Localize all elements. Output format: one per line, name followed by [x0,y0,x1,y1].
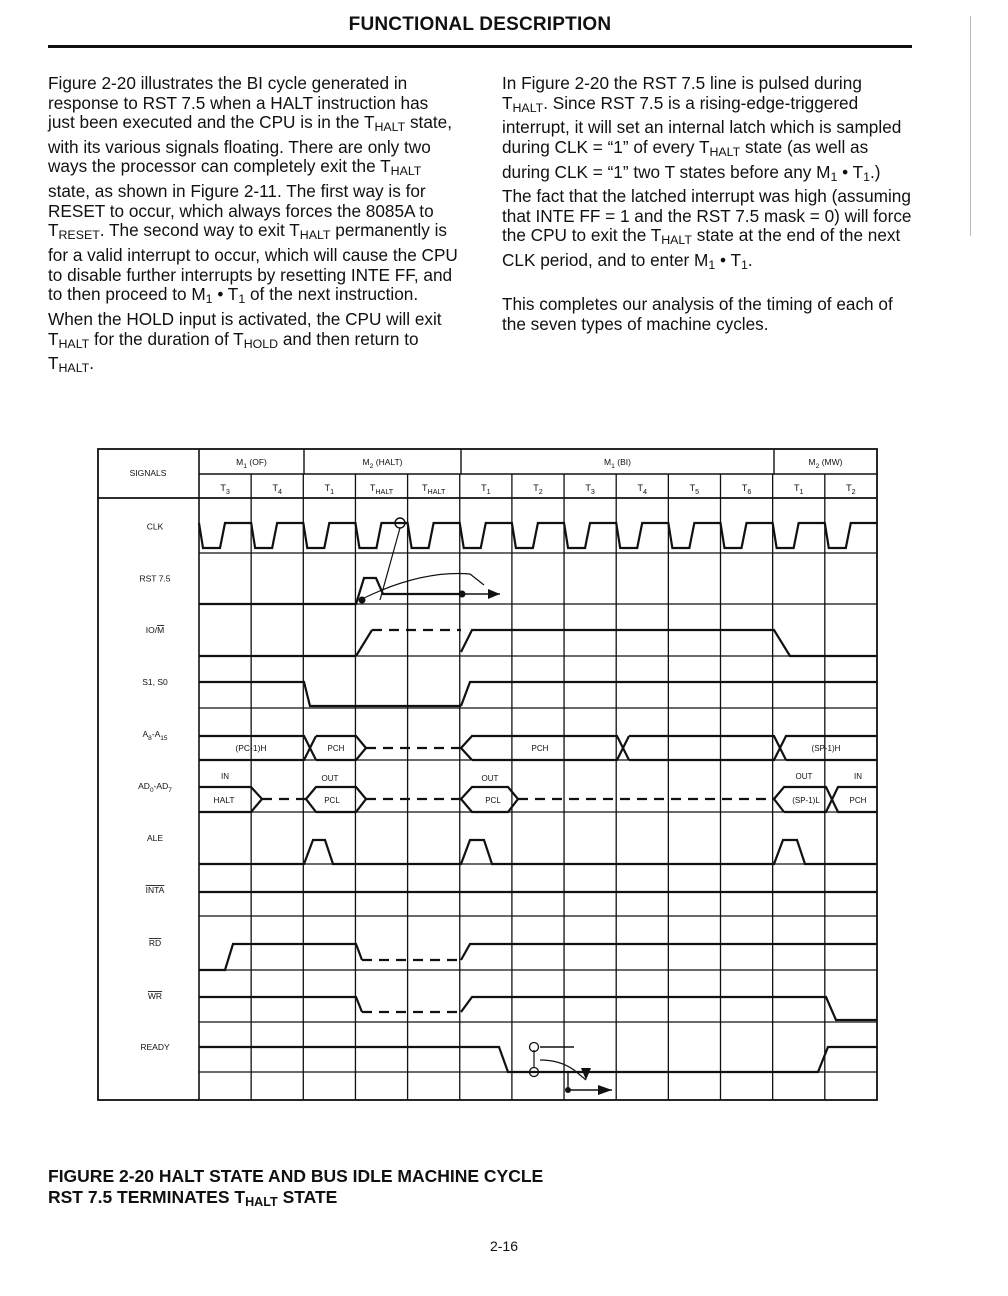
subscript: HALT [245,1195,278,1210]
cycle-label-3 [808,457,842,470]
addr-label-pch2: PCH [531,744,549,753]
rd-waveform-b [461,944,877,960]
dir-label-in: IN [854,772,862,781]
text-run: This completes our analysis of the timing of each of the seven types of machine cycles. [502,294,893,334]
label-main: M [604,457,612,467]
signal-name-0: CLK [146,521,164,532]
label-main: T [585,483,591,493]
data-label-pcl2: PCL [485,796,501,805]
text-run: for the duration of T [89,328,244,349]
signal-name-part: A [142,729,149,739]
iom-waveform [461,630,877,656]
page-number: 2-16 [489,1238,519,1254]
label-rest: (BI) [614,457,631,467]
data-label-spl: (SP-1)L [792,796,820,805]
label-subscript: 4 [643,487,648,496]
label-subscript: 4 [277,487,282,496]
state-label-4 [422,483,446,496]
label-subscript: 1 [243,463,248,470]
signal-name-1: RST 7.5 [139,573,171,584]
subscript: HALT [58,336,90,351]
text-run: Figure 2-20 illustrates the BI cycle generated in response to RST 7.5 when a HALT instruction has just been executed and the CPU is in the T [48,73,429,133]
state-label-11 [794,483,804,496]
data-label-pch: PCH [849,796,867,805]
label-main: T [324,483,331,493]
subscript: 1 [863,169,871,184]
addr-bus-pch2-b [461,748,472,760]
label-subscript: 2 [815,463,820,470]
dir-label-out: OUT [795,772,813,781]
ready-waveform [199,1047,877,1072]
subscript: HALT [512,100,544,115]
label-subscript: 3 [225,487,230,496]
signal-name-8: RD [148,938,162,948]
data-label-halt: HALT [213,795,235,805]
signal-name-10: READY [140,1042,170,1052]
signal-name-part: AD [138,781,150,791]
text-run: and then return to T [48,328,419,374]
rst75-waveform [199,578,461,604]
state-label-10 [742,483,752,496]
text-run: .) The fact that the latched interrupt was high (assuming that INTE FF = 1 and the RST 7.5 mask = 0) will force the CPU to exit the T [502,161,912,246]
text-run: state at the end of the next CLK period, and to enter M [502,225,901,271]
state-label-5 [481,483,491,496]
addr-label-pch1: PCH [327,744,345,753]
state-label-3 [370,483,394,496]
subscript: HOLD [243,336,279,351]
text-run: STATE [277,1187,338,1207]
text-run: • T [715,250,742,271]
subscript: HALT [299,228,331,243]
subscript: 1 [741,258,748,273]
subscript: 1 [205,292,213,307]
caption-line-1: FIGURE 2-20 HALT STATE AND BUS IDLE MACHINE CYCLE [48,1166,544,1186]
data-label-pcl1: PCL [324,796,340,805]
label-main: T [741,483,748,493]
state-label-0 [220,483,230,496]
label-main: T [369,483,376,493]
label-subscript: 1 [611,463,615,470]
state-label-12 [846,483,856,496]
dir-label-in: IN [221,772,229,781]
cycle-label-1 [363,457,403,470]
text-run: . The second way to exit T [99,220,300,241]
dir-label-out: OUT [321,774,339,783]
dir-label-out: OUT [481,774,499,783]
label-main: T [689,483,696,493]
text-run: state (as well as during CLK = “1” two T states before any M [502,136,869,182]
signal-name-9: WR [147,991,163,1001]
signal-name-part: 7 [168,787,172,794]
label-rest: (HALT) [373,457,403,467]
rd-waveform-a [199,944,362,970]
rst75-latch-dot [459,591,466,598]
signal-name-part: -AD [153,781,169,791]
subscript: 1 [238,292,246,307]
rst75-edge-dot [359,597,366,604]
signal-name-overlined: M [157,625,165,635]
iom-float-rise [356,630,372,656]
status-waveform-b [461,682,877,706]
label-subscript: 2 [851,487,856,496]
clk-sample-line [380,528,400,600]
label-rest: (OF) [247,457,267,467]
text-run: . [89,353,94,374]
text-run: In Figure 2-20 the RST 7.5 line is pulsed during T [502,73,862,113]
signal-name-part: 0 [149,787,154,794]
label-main: T [846,483,852,493]
subscript: HALT [661,233,692,248]
state-label-8 [638,483,648,496]
cycle-label-0 [236,457,267,470]
state-label-1 [272,483,282,496]
subscript: RESET [58,228,100,243]
state-label-2 [325,483,335,496]
addr-label-sp: (SP-1)H [811,744,841,753]
signal-name-part: 15 [160,735,168,742]
figure-caption [48,1166,543,1213]
text-run: permanently is for a valid interrupt to occur, which will cause the CPU to disable further interrupts by resetting INTE FF, and to then proceed to M [48,220,458,305]
text-run: . [747,250,753,271]
text-run: • T [212,284,239,305]
subscript: 1 [708,258,716,273]
status-waveform-a [199,682,461,706]
signal-name-6: ALE [146,833,164,843]
subscript: HALT [709,144,741,159]
addr-label-pc: (PC-1)H [235,743,267,753]
wr-waveform-a [199,997,362,1012]
label-rest: (MW) [819,457,843,467]
label-main: T [637,483,644,493]
clk-waveform [199,523,877,548]
label-subscript: 1 [799,487,804,496]
label-subscript: 5 [695,487,700,496]
label-main: T [533,483,539,493]
signal-name-part: -A [151,729,161,739]
signal-name-4 [142,729,167,742]
text-run: . Since RST 7.5 is a rising-edge-triggered interrupt, it will set an internal latch which is sampled during CLK = “1” of every T [502,92,902,157]
label-main: M [808,457,816,467]
label-subscript: 3 [590,487,595,496]
ale-waveform [199,840,877,864]
wr-waveform-b [461,997,877,1020]
label-subscript: 1 [330,487,335,496]
text-run: • T [837,161,864,182]
label-main: T [481,483,487,493]
ready-down-arrow [581,1068,591,1080]
label-main: T [793,483,800,493]
rst75-arrowhead [488,589,500,599]
text-run: state, with its various signals floating. There are only two ways the processor can completely exit the T [48,112,452,177]
state-label-7 [585,483,595,496]
ready-arrowhead [598,1085,612,1095]
ready-sample-curve [534,1050,586,1080]
label-main: M [362,457,370,467]
cycle-label-2 [604,457,631,470]
label-main: T [422,483,428,493]
label-main: T [272,483,278,493]
label-main: M [236,457,244,467]
label-subscript: HALT [427,487,446,496]
state-label-6 [533,483,543,496]
subscript: 1 [830,169,838,184]
signal-name-2 [146,625,164,635]
rst75-sample-curve [360,574,484,600]
signals-header-label: SIGNALS [129,468,167,478]
signal-name-7: INTA [145,885,165,895]
signal-name-part: IO/ [145,625,158,635]
ready-dot [565,1087,571,1093]
state-label-9 [690,483,700,496]
subscript: HALT [390,164,422,179]
text-run: RST 7.5 TERMINATES T [48,1187,246,1207]
label-main: T [220,483,226,493]
text-run: of the next instruction. When the HOLD input is activated, the CPU will exit T [48,284,442,349]
subscript: HALT [58,361,90,376]
signal-name-3: S1, S0 [142,677,168,687]
label-subscript: 2 [538,487,543,496]
label-subscript: 1 [486,487,491,496]
label-subscript: 2 [369,463,374,470]
signal-name-part: 8 [148,735,152,742]
text-run: state, as shown in Figure 2-11. The first way is for RESET to occur, which always forces the 8085A to T [48,181,434,241]
caption-line-2 [48,1187,543,1213]
label-subscript: HALT [375,487,394,496]
label-subscript: 6 [747,487,752,496]
signal-name-5 [138,781,172,794]
subscript: HALT [374,120,406,135]
page-header: FUNCTIONAL DESCRIPTION [348,14,612,35]
